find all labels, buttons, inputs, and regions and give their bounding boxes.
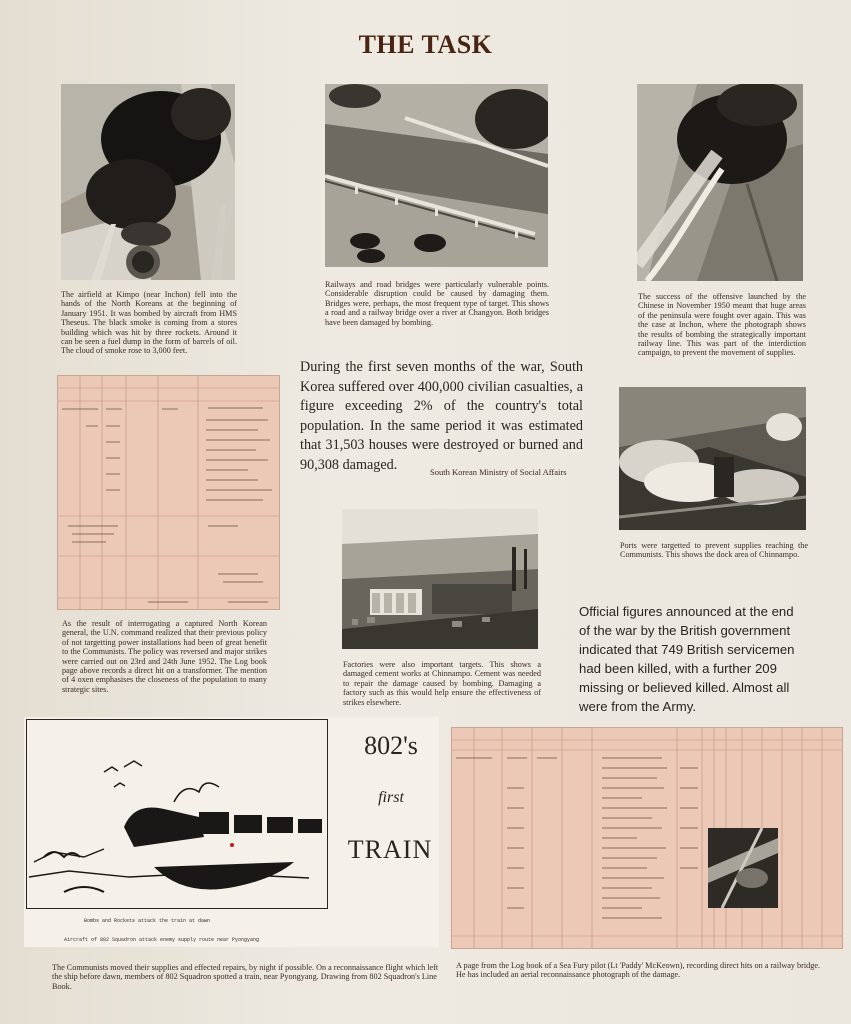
page-title: THE TASK [358,30,493,59]
inchon-railway-photo [637,84,803,281]
train-drawing [24,717,439,947]
svg-text:Bombs and Rockets attack the t: Bombs and Rockets attack the train at dawn [84,918,211,924]
logbook-2-caption: A page from the Log book of a Sea Fury pilot (Lt 'Paddy' McKeown), recording direct hits on a railway bridge. He has included an aerial reconnaissance photograph of the damage. [456,961,821,980]
train-title-first: first [378,789,404,806]
train-title-number: 802's [364,731,418,760]
logbook-1-caption: As the result of interrogating a captured North Korean general, the U.N. command realized that their previous policy of not targetting power installations had been of great benefit to the Communists. The policy was reversed and major strikes were carried out on 23rd and 24th June 1952. The Log book page above records a direct hit on a transformer. The mention of 4 oxen emphasises the closeness of the population to many strategic sites. [62,619,267,694]
kimpo-airfield-photo [61,84,235,280]
kimpo-caption: The airfield at Kimpo (near Inchon) fell into the hands of the North Koreans at the beginning of January 1951. It was bombed by aircraft from HMS Theseus. The black smoke is coming from a stores building which was hit by three rockets. Around it can be seen a fuel dump in the form of barrels of oil. The cloud of smoke rose to 3,000 feet. [61,290,237,356]
ports-caption: Ports were targetted to prevent supplies reaching the Communists. This shows the dock area of Chinnampo. [620,541,808,560]
train-title-train: TRAIN [347,835,433,864]
cement-works-photo [342,509,538,649]
chinnampo-docks-photo [619,387,806,530]
logbook-page-2 [451,727,843,949]
factory-caption: Factories were also important targets. This shows a damaged cement works at Chinnampo. Cement was needed to repair the damage caused by bombing. Damaging a factory such as this would help ensure the effectiveness of strikes elsewhere. [343,660,541,707]
svg-text:Aircraft of 802 Squadron attac: Aircraft of 802 Squadron attack enemy supply route near Pyongyang [64,937,260,943]
train-caption: The Communists moved their supplies and effected repairs, by night if possible. On a reconnaissance flight which left the ship before dawn, members of 802 Squadron spotted a train, near Pyongyang. Drawing from 802 Squadron's Line Book. [52,963,439,991]
quote-source: South Korean Ministry of Social Affairs [430,467,567,477]
logbook-page-1 [57,375,280,610]
civilian-casualties-quote: During the first seven months of the war, South Korea suffered over 400,000 civilian casualties, a figure exceeding 2% of the country's total population. In the same period it was estimated that 31,503 houses were destroyed or burned and 90,308 damaged. [300,359,583,473]
bridges-caption: Railways and road bridges were particularly vulnerable points. Considerable disruption could be caused by damaging them. Bridges were, perhaps, the most frequent type of target. This shows a road and a railway bridge over a river at Changyon. Both bridges have been damaged by bombing. [325,280,549,327]
inchon-caption: The success of the offensive launched by the Chinese in November 1950 meant that huge areas of the peninsula were fought over again. This was the case at Inchon, where the photograph shows the results of bombing the strategically important railway line. This was part of the interdiction campaign, to prevent the movement of supplies. [638,292,806,358]
official-figures-text: Official figures announced at the end of the war by the British government indicated that 749 British servicemen had been killed, with a further 209 missing or believed killed. Almost all were from the Army. [579,604,795,714]
bridges-photo [325,84,548,267]
